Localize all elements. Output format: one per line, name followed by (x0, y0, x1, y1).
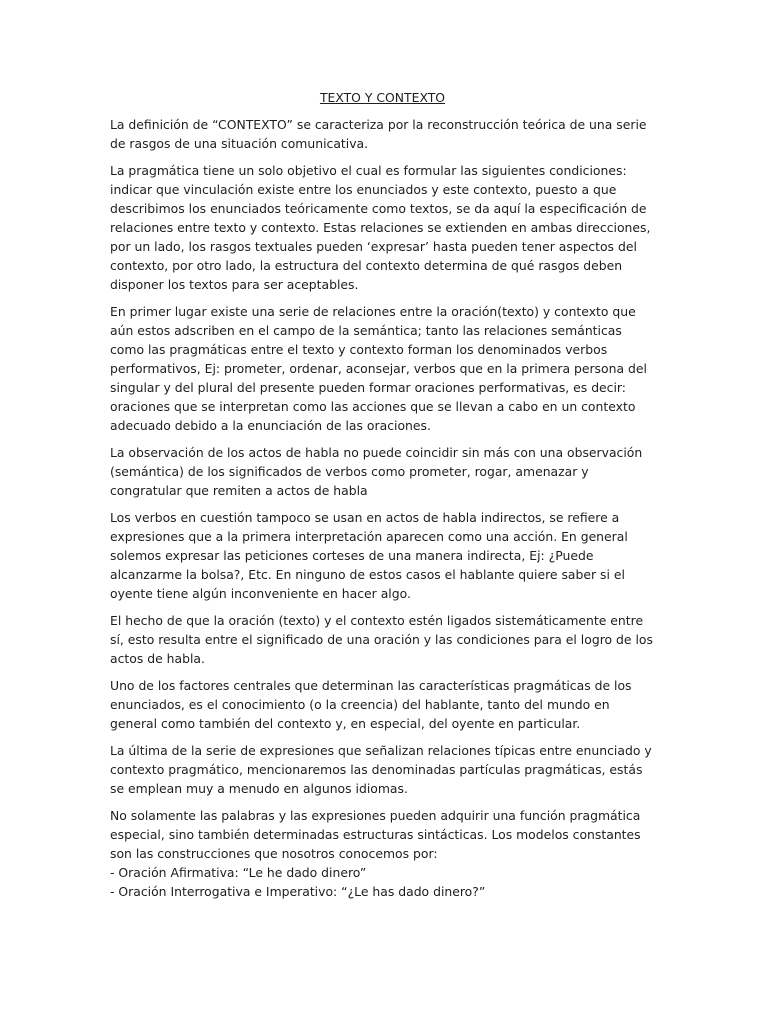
paragraph-contexto-definition: La definición de “CONTEXTO” se caracteriza por la reconstrucción teórica de una serie de rasgos de una situación comunicativa. (110, 117, 647, 151)
document-title: TEXTO Y CONTEXTO (319, 90, 446, 105)
paragraph-factores-centrales: Uno de los factores centrales que determinan las características pragmáticas de los enunciados, es el conocimiento (o la creencia) del hablante, tanto del mundo en general como también del contexto y, en especial, del oyente en particular. (110, 678, 632, 731)
paragraph-verbos-performativos: En primer lugar existe una serie de relaciones entre la oración(texto) y contexto que aún estos adscriben en el campo de la semántica; tanto las relaciones semánticas como las pragmáticas entre el texto y contexto forman los denominados verbos performativos, Ej: prometer, ordenar, aconsejar, verbos que en la primera persona del singular y del plural del presente pueden formar oraciones performativas, es decir: oraciones que se interpretan como las acciones que se llevan a cabo en un contexto adecuado debido a la enunciación de las oraciones. (110, 304, 647, 433)
paragraph-pragmatica-objetivo: La pragmática tiene un solo objetivo el cual es formular las siguientes condiciones: indicar que vinculación existe entre los enunciados y este contexto, puesto a que describimos los enunciados teóricamente como textos, se da aquí la especificación de relaciones entre texto y contexto. Estas relaciones se extienden en ambas direcciones, por un lado, los rasgos textuales pueden ‘expresar’ hasta pueden tener aspectos del contexto, por otro lado, la estructura del contexto determina de qué rasgos deben disponer los textos para ser aceptables. (110, 163, 651, 292)
paragraph-actos-indirectos: Los verbos en cuestión tampoco se usan en actos de habla indirectos, se refiere a expresiones que a la primera interpretación aparecen como una acción. En general solemos expresar las peticiones corteses de una manera indirecta, Ej: ¿Puede alcanzarme la bolsa?, Etc. En ninguno de estos casos el hablante quiere saber si el oyente tiene algún inconveniente en hacer algo. (110, 510, 628, 601)
list-item-oracion-interrogativa: - Oración Interrogativa e Imperativo: “¿Le has dado dinero?” (110, 884, 486, 899)
document-page (110, 88, 655, 901)
paragraph-particulas-pragmaticas: La última de la serie de expresiones que señalizan relaciones típicas entre enunciado y contexto pragmático, mencionaremos las denominadas partículas pragmáticas, estás se emplean muy a menudo en algunos idiomas. (110, 743, 652, 796)
paragraph-estructuras-sintacticas: No solamente las palabras y las expresiones pueden adquirir una función pragmática especial, sino también determinadas estructuras sintácticas. Los modelos constantes son las construcciones que nosotros conocemos por: (110, 808, 641, 861)
paragraph-actos-de-habla: La observación de los actos de habla no puede coincidir sin más con una observación (semántica) de los significados de verbos como prometer, rogar, amenazar y congratular que remiten a actos de habla (110, 445, 643, 498)
list-item-oracion-afirmativa: - Oración Afirmativa: “Le he dado dinero” (110, 865, 367, 880)
paragraph-oracion-contexto: El hecho de que la oración (texto) y el contexto estén ligados sistemáticamente entre sí, esto resulta entre el significado de una oración y las condiciones para el logro de los actos de habla. (110, 613, 653, 666)
